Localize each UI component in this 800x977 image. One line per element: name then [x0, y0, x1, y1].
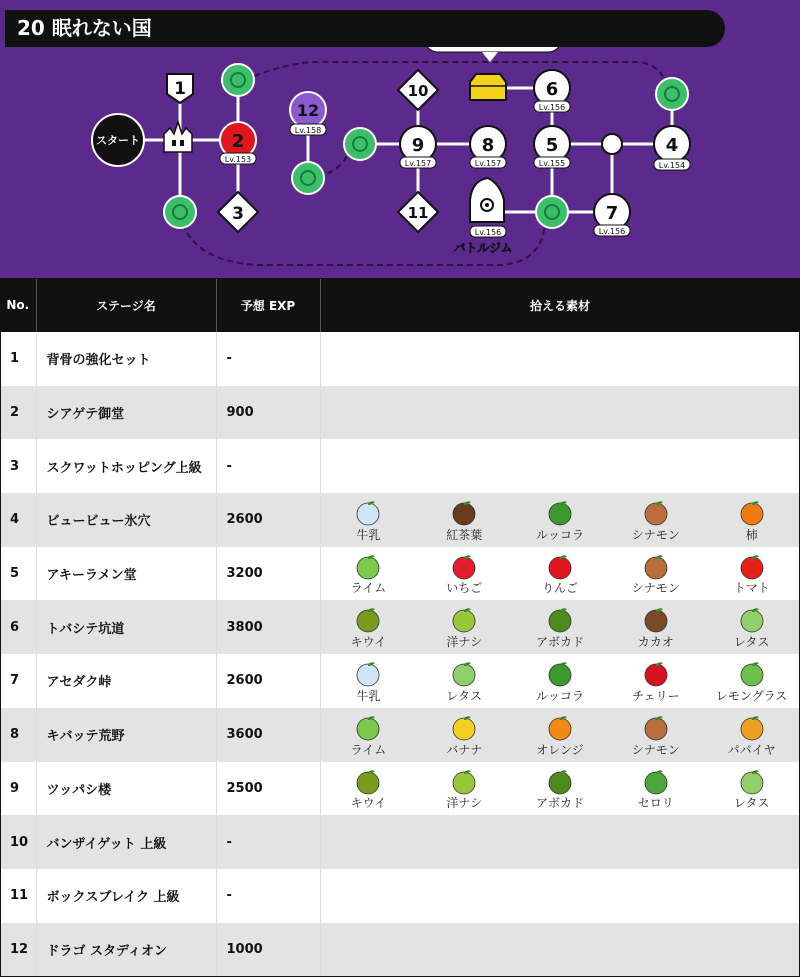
material-item: [512, 708, 608, 762]
lettuce-icon: [738, 768, 766, 796]
materials-cell: [320, 762, 800, 816]
arugula-icon: [546, 660, 574, 688]
material-item: [512, 762, 608, 816]
materials-cell: [320, 923, 800, 977]
material-label: ルッコラ: [535, 527, 584, 542]
material-label: レタス: [446, 688, 482, 703]
stage-name: アセダク峠: [36, 654, 216, 708]
table-row: [0, 762, 800, 816]
stage-node-10-label: 10: [407, 82, 429, 100]
stage-exp: 2500: [216, 762, 320, 816]
stage-node-9-level: Lv.157: [404, 159, 432, 168]
material-label: ルッコラ: [535, 688, 584, 703]
kiwi-icon: [354, 768, 382, 796]
materials-cell: [320, 439, 800, 493]
material-item: [704, 547, 800, 601]
stage-node-8-level: Lv.157: [474, 159, 502, 168]
table-row: [0, 923, 800, 977]
page-title: 20 眠れない国: [5, 10, 725, 47]
apple-icon: [546, 553, 574, 581]
material-label: 柿: [745, 527, 758, 542]
cacao-icon: [642, 606, 670, 634]
material-item: [321, 600, 417, 654]
lime-icon: [354, 553, 382, 581]
material-label: トマト: [733, 581, 770, 596]
warp-swirl-icon: [222, 64, 254, 96]
stage-node-2-level: Lv.153: [224, 155, 252, 164]
column-header-exp: 予想 EXP: [216, 278, 320, 332]
material-label: オレンジ: [536, 742, 584, 757]
start-label: スタート: [96, 134, 140, 147]
stage-name: ツッパシ楼: [36, 762, 216, 816]
material-item: [512, 600, 608, 654]
stage-exp: 3800: [216, 600, 320, 654]
table-header-row: [0, 278, 800, 332]
material-label: カカオ: [637, 635, 674, 650]
column-header-stage-name: ステージ名: [36, 278, 216, 332]
material-label: レタス: [733, 796, 770, 811]
material-label: 牛乳: [356, 688, 381, 703]
material-item: [416, 708, 512, 762]
cinnamon-icon: [642, 553, 670, 581]
materials-list: [321, 923, 800, 977]
stage-name: ドラゴ スタディオン: [36, 923, 216, 977]
materials-cell: [320, 869, 800, 923]
stage-node-8-label: 8: [481, 135, 495, 156]
material-item: [321, 708, 417, 762]
material-label: 牛乳: [356, 527, 381, 542]
persimmon-icon: [738, 499, 766, 527]
material-item: [512, 493, 608, 547]
material-item: [608, 547, 704, 601]
table-row: [0, 654, 800, 708]
stage-exp: 900: [216, 386, 320, 440]
stage-exp: 2600: [216, 493, 320, 547]
material-label: レモングラス: [715, 688, 788, 703]
column-header-materials: 拾える素材: [320, 278, 800, 332]
stage-number: 8: [0, 708, 36, 762]
material-label: チェリー: [631, 688, 680, 703]
stage-number: 12: [0, 923, 36, 977]
castle-icon: [164, 122, 192, 152]
materials-cell: [320, 815, 800, 869]
warp-path: [245, 62, 668, 94]
materials-cell: [320, 547, 800, 601]
pear-icon: [450, 768, 478, 796]
stage-node-4-label: 4: [665, 135, 679, 156]
warp-swirl-icon: [656, 78, 688, 110]
arugula-icon: [546, 499, 574, 527]
material-label: アボカド: [535, 635, 584, 650]
materials-list: [321, 547, 800, 601]
stage-name: ボックスブレイク 上級: [36, 869, 216, 923]
stage-number: 4: [0, 493, 36, 547]
materials-list: [321, 708, 800, 762]
material-item: [608, 600, 704, 654]
strawberry-icon: [450, 553, 478, 581]
material-label: シナモン: [631, 742, 680, 757]
materials-list: [321, 654, 800, 708]
battle-gym-label: バトルジム: [453, 241, 513, 255]
material-label: 洋ナシ: [446, 796, 483, 811]
material-label: キウイ: [350, 796, 387, 811]
battle-gym-icon[interactable]: [470, 178, 504, 222]
material-item: [512, 654, 608, 708]
table-row: [0, 547, 800, 601]
material-item: [321, 493, 417, 547]
stage-name: スクワットホッピング上級: [36, 439, 216, 493]
stage-name: シアゲテ御堂: [36, 386, 216, 440]
materials-list: [321, 815, 800, 869]
material-label: シナモン: [631, 581, 680, 596]
stage-exp: -: [216, 815, 320, 869]
stage-name: ビュービュー氷穴: [36, 493, 216, 547]
stage-node-6-level: Lv.156: [538, 103, 566, 112]
warp-swirl-icon: [344, 128, 376, 160]
stage-number: 5: [0, 547, 36, 601]
junction-node: [602, 134, 622, 154]
table-row: [0, 332, 800, 386]
materials-list: [321, 386, 800, 440]
stage-node-1-label: 1: [174, 79, 186, 99]
stage-node-5-level: Lv.155: [538, 159, 566, 168]
cinnamon-icon: [642, 499, 670, 527]
stage-node-5-label: 5: [545, 135, 559, 156]
materials-list: [321, 869, 800, 923]
material-label: レタス: [733, 635, 770, 650]
table-row: [0, 439, 800, 493]
cherry-icon: [642, 660, 670, 688]
celery-icon: [642, 768, 670, 796]
table-row: [0, 708, 800, 762]
warp-swirl-icon: [536, 196, 568, 228]
stage-node-7-level: Lv.156: [598, 227, 626, 236]
tea-leaf-icon: [450, 499, 478, 527]
material-label: りんご: [541, 581, 578, 596]
stage-number: 10: [0, 815, 36, 869]
stage-node-6-label: 6: [545, 79, 559, 100]
stage-exp: 3200: [216, 547, 320, 601]
avocado-icon: [546, 768, 574, 796]
material-label: バナナ: [446, 742, 483, 757]
warp-swirl-icon: [292, 162, 324, 194]
material-item: [608, 654, 704, 708]
material-label: 紅茶葉: [446, 527, 483, 542]
materials-list: [321, 600, 800, 654]
materials-list: [321, 493, 800, 547]
materials-cell: [320, 386, 800, 440]
stage-number: 3: [0, 439, 36, 493]
stage-map: [0, 0, 800, 278]
materials-cell: [320, 708, 800, 762]
stage-name: トバシテ坑道: [36, 600, 216, 654]
material-label: セロリ: [637, 796, 674, 811]
material-label: シナモン: [631, 527, 680, 542]
material-label: ライム: [350, 742, 387, 757]
stage-table: [0, 278, 800, 976]
stage-table-body: [0, 332, 800, 976]
materials-cell: [320, 654, 800, 708]
boss-box-icon[interactable]: [470, 74, 506, 100]
stage-node-2-label: 2: [231, 131, 245, 152]
table-row: [0, 493, 800, 547]
material-item: [321, 547, 417, 601]
stage-exp: 3600: [216, 708, 320, 762]
materials-list: [321, 439, 800, 493]
material-item: [704, 708, 800, 762]
tomato-icon: [738, 553, 766, 581]
orange-icon: [546, 714, 574, 742]
table-row: [0, 386, 800, 440]
material-item: [608, 762, 704, 816]
material-item: [416, 654, 512, 708]
materials-list: [321, 762, 800, 816]
stage-exp: 1000: [216, 923, 320, 977]
lettuce-icon: [450, 660, 478, 688]
stage-name: キバッテ荒野: [36, 708, 216, 762]
material-item: [608, 708, 704, 762]
kiwi-icon: [354, 606, 382, 634]
material-item: [416, 600, 512, 654]
banana-icon: [450, 714, 478, 742]
stage-node-9-label: 9: [411, 135, 425, 156]
avocado-icon: [546, 606, 574, 634]
stage-node-7-label: 7: [605, 203, 619, 224]
stage-name: アキーラメン堂: [36, 547, 216, 601]
stage-number: 7: [0, 654, 36, 708]
material-item: [704, 654, 800, 708]
stage-exp: 2600: [216, 654, 320, 708]
stage-exp: -: [216, 439, 320, 493]
material-item: [416, 547, 512, 601]
stage-node-11-label: 11: [407, 204, 429, 222]
material-item: [512, 547, 608, 601]
stage-exp: -: [216, 332, 320, 386]
stage-number: 2: [0, 386, 36, 440]
material-item: [321, 654, 417, 708]
materials-cell: [320, 493, 800, 547]
material-item: [704, 600, 800, 654]
stage-number: 9: [0, 762, 36, 816]
material-label: ライム: [350, 581, 387, 596]
stage-name: 背骨の強化セット: [36, 332, 216, 386]
table-row: [0, 600, 800, 654]
stage-exp: -: [216, 869, 320, 923]
stage-number: 1: [0, 332, 36, 386]
material-item: [416, 493, 512, 547]
materials-cell: [320, 332, 800, 386]
material-item: [416, 762, 512, 816]
material-item: [704, 762, 800, 816]
table-row: [0, 869, 800, 923]
material-label: パパイヤ: [727, 742, 776, 757]
stage-node-3-label: 3: [232, 204, 244, 224]
materials-list: [321, 332, 800, 386]
papaya-icon: [738, 714, 766, 742]
cinnamon-icon: [642, 714, 670, 742]
material-label: キウイ: [350, 635, 387, 650]
stage-number: 6: [0, 600, 36, 654]
material-item: [321, 762, 417, 816]
materials-cell: [320, 600, 800, 654]
table-row: [0, 815, 800, 869]
stage-name: バンザイゲット 上級: [36, 815, 216, 869]
material-label: アボカド: [535, 796, 584, 811]
stage-node-12-label: 12: [296, 101, 320, 120]
battle-gym-level: Lv.156: [474, 228, 502, 237]
lemongrass-icon: [738, 660, 766, 688]
stage-node-12-level: Lv.158: [294, 126, 322, 135]
milk-icon: [354, 499, 382, 527]
column-header-no: No.: [0, 278, 36, 332]
material-item: [608, 493, 704, 547]
material-item: [704, 493, 800, 547]
lime-icon: [354, 714, 382, 742]
stage-number: 11: [0, 869, 36, 923]
milk-icon: [354, 660, 382, 688]
warp-swirl-icon: [164, 196, 196, 228]
material-label: いちご: [446, 581, 483, 596]
pear-icon: [450, 606, 478, 634]
lettuce-icon: [738, 606, 766, 634]
stage-node-4-level: Lv.154: [658, 161, 686, 170]
material-label: 洋ナシ: [446, 635, 483, 650]
